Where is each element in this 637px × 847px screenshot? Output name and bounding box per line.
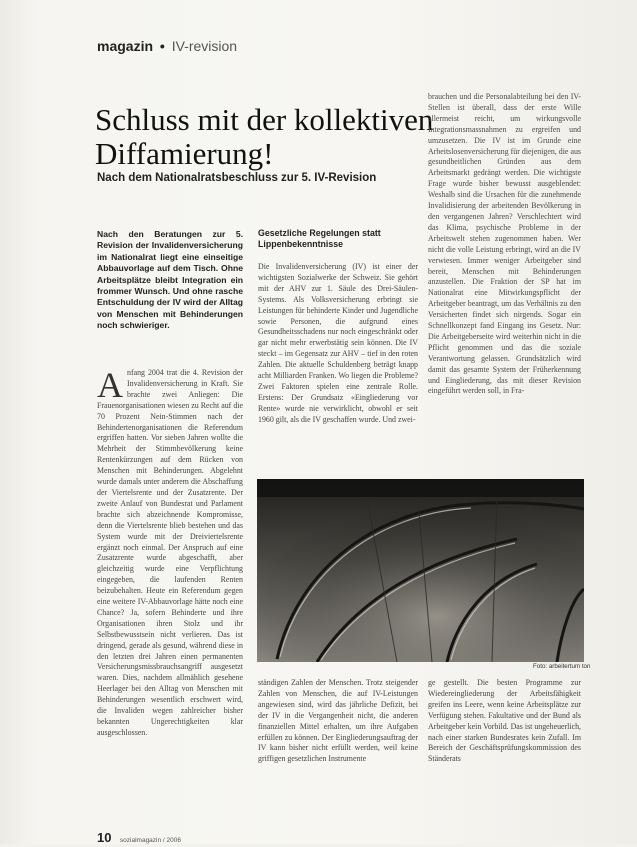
body-column-5: ge gestellt. Die besten Programme zur Wiedereingliederung der Arbeitsfähigkeit greifen ins Leere, wenn keine Arbeitsplätze zur Verfügung stehen. Fakultative und der Bund als Arbeitgeber kein Vorbild. Das ist ungeheuerlich, nach einer starken Bundesrates kein Zufall. Im Bereich der Geschäftsprüfungskommission des Ständerats: [428, 678, 581, 764]
body-column-1: [97, 368, 243, 828]
magazine-name: sozialmagazin / 2006: [119, 837, 181, 844]
section-header: [97, 38, 237, 54]
article-title: Schluss mit der kollektiven Diffamierung!: [95, 102, 434, 171]
page-footer: [97, 829, 181, 847]
body-column-4: ständigen Zahlen der Menschen. Trotz steigender Zahlen von Menschen, die auf IV-Leistungen angewiesen sind, wird das jährliche Defizit, bei der IV in die Vergangenheit nicht, die anderen finanziellen Mittel erhalten, um ihre Aufgaben erfüllen zu können. Der Eingliederungsauftrag der IV kann bisher nicht erfüllt werden, weil keine griffigen gesetzlichen Instrumente: [258, 678, 418, 764]
body-column-1-text: nfang 2004 trat die 4. Revision der Invalidenversicherung in Kraft. Sie brachte zwei Anliegen: Die Frauenorganisationen wiesen zu Recht auf die 70 Prozent Nein-Stimmen nach der Behindertenorganisationen die Referendum ergriffen hatten. Vor sieben Jahren wollte die Mehrheit der Stimmbevölkerung keine Rentenkürzungen auf dem Rücken von Menschen mit Behinderungen. Abgelehnt wurde damals unter anderem die Abschaffung der Viertelsrente und der Zusatzrente. Der zweite Anlauf von Bundesrat und Parlament brachte sich abzeichnende Kompromisse, denn die Viertelsrente blieb bestehen und das System wurde mit der Dreiviertelsrente ergänzt noch einmal. Der Anspruch auf eine Zusatzrente wurde abgeschafft, aber gleichzeitig wurde eine Verpflichtung eingegeben, die laufenden Renten beizubehalten. Heute ein Referendum gegen eine weitere IV-Abbauvorlage hätte noch eine Chance? Ja, sofern Behinderte und ihre Organisationen ihren Stolz und ihr Selbstbewusstsein nicht verlieren. Das ist dringend, gerade als gesund, während diese in den letzten drei Jahren einen permanenten Versicherungsmissbrauchsangriff ausgesetzt waren. Dies, nachdem allmählich gesehene Heerlager bei den Alltag von Menschen mit Behinderungen wesentlich erschwert wird, die Invaliden wegen zahlreicher bisher bekannten Ungerechtigkeiten klar ausgeschlossen.: [97, 368, 243, 737]
body-column-2: Die Invalidenversicherung (IV) ist einer der wichtigsten Sozialwerke der Schweiz. Sie gehört mit der AHV zur 1. Säule des Drei-Säulen-Systems. Als Volksversicherung erbringt sie Leistungen für behinderte Kinder und Jugendliche sowie Personen, die aufgrund eines Gesundheitsschadens nur noch eingeschränkt oder gar nicht mehr erwerbstätig sein können. Die IV steckt – im Gegensatz zur AHV – tief in den roten Zahlen. Die aktuelle Schuldenberg beträgt knapp acht Milliarden Franken. Wo liegen die Probleme? Zwei Faktoren spielen eine zentrale Rolle. Erstens: Der Grundsatz «Eingliederung vor Rente» wurde nie verwirklicht, obwohl er seit 1960 gilt, als die IV geschaffen wurde. Und zwei-: [258, 262, 418, 424]
photo-caption: Foto: arbeitertum ton: [533, 663, 591, 670]
body-column-3: brauchen und die Personalabteilung bei den IV-Stellen ist überall, dass der erste Wille allermeist reicht, um wirkungsvolle Integrationsmassnahmen zu ergreifen und umzusetzen. Die IV ist im Grunde eine Arbeitslosenversicherung für diejenigen, die aus gesundheitlichen Gründen aus dem Arbeitsmarkt gedrängt werden. Die wichtigste Frage wurde bisher bewusst ausgeblendet: Weshalb sind die Ursachen für die zunehmende Invalidisierung der arbeitenden Bevölkerung in den vergangenen Jahren? Verschlechtert wird das Klima, psychische Probleme in der Arbeitswelt stehen zugenommen haben. Wer nicht die volle Leistung erbringt, wird an die IV verwiesen. Immer weniger Arbeitgeber sind bereit, Menschen mit Behinderungen anzustellen. Die Fraktion der SP hat im Nationalrat eine Mitwirkungspflicht der Arbeitgeber beantragt, um das Verhältnis zu den Versicherten findet sich nirgends. Sogar ein Schnellkonzept fand Eingang ins Gesetz. Nur: Die Arbeitgeberseite wird weiterhin nicht in die Pflicht genommen und das die soziale Verantwortung gelassen. Grundsätzlich wird damit das gesamte System der Früherkennung und Eingliederung, das mit dieser Revision eingeführt werden soll, in Fra-: [428, 92, 581, 396]
wheelchair-photo-image: [257, 479, 584, 662]
page-number: 10: [97, 830, 112, 845]
bullet-icon: •: [159, 38, 165, 54]
article-subtitle: Nach dem Nationalratsbeschluss zur 5. IV-Revision: [97, 172, 377, 184]
article-photo: [257, 479, 584, 662]
section-heading: Gesetzliche Regelungen statt Lippenbekenntnisse: [258, 228, 381, 249]
section-label: magazin: [97, 38, 154, 54]
article-lead: Nach den Beratungen zur 5. Revision der Invalidenversicherung im Nationalrat liegt eine einseitige Abbauvorlage auf dem Tisch. Ohne Arbeitsplätze bleibt Integration ein frommer Wunsch. Und ohne rasche Entschuldung der IV wird der Alltag von Menschen mit Behinderungen noch schwieriger.: [97, 229, 243, 331]
drop-cap: A: [97, 368, 123, 405]
section-topic: IV-revision: [171, 38, 238, 54]
